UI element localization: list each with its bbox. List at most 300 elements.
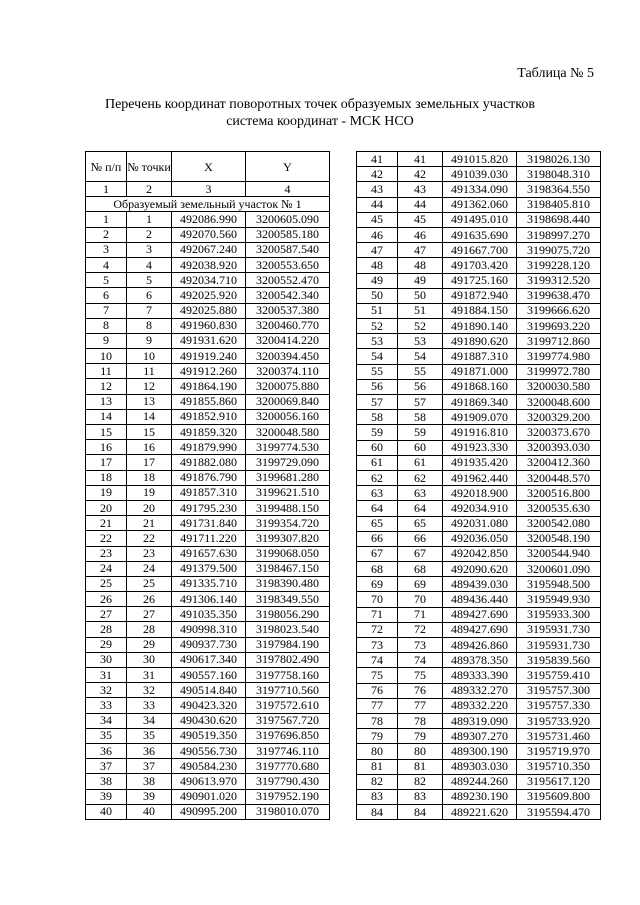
point-number: 42 [398,167,443,182]
x-coordinate: 491887.310 [443,349,517,364]
row-number: 72 [357,622,398,637]
row-number: 25 [86,576,127,591]
y-coordinate: 3195931.730 [517,638,601,653]
y-coordinate: 3200542.080 [517,516,601,531]
x-coordinate: 489332.270 [443,683,517,698]
y-coordinate: 3198010.070 [246,804,330,819]
x-coordinate: 491667.700 [443,243,517,258]
table-row [86,592,330,607]
x-coordinate: 489230.190 [443,789,517,804]
row-number: 79 [357,729,398,744]
table-row [357,516,601,531]
table-row [86,349,330,364]
table-row [86,546,330,561]
y-coordinate: 3200535.630 [517,501,601,516]
point-number: 50 [398,288,443,303]
y-coordinate: 3195719.970 [517,744,601,759]
row-number: 62 [357,470,398,485]
y-coordinate: 3198997.270 [517,227,601,242]
x-coordinate: 491703.420 [443,258,517,273]
point-number: 81 [398,759,443,774]
y-coordinate: 3200048.580 [246,425,330,440]
y-coordinate: 3197952.190 [246,789,330,804]
point-number: 45 [398,212,443,227]
table-row [86,789,330,804]
table-row [357,288,601,303]
x-coordinate: 491711.220 [172,531,246,546]
row-number: 81 [357,759,398,774]
x-coordinate: 491935.420 [443,455,517,470]
x-coordinate: 490937.730 [172,637,246,652]
point-number: 67 [398,546,443,561]
x-coordinate: 491871.000 [443,364,517,379]
table-row [357,607,601,622]
x-coordinate: 490423.320 [172,698,246,713]
coordinates-table-right [356,151,601,820]
row-number: 24 [86,561,127,576]
table-row [357,653,601,668]
y-coordinate: 3195617.120 [517,774,601,789]
row-number: 52 [357,319,398,334]
point-number: 69 [398,577,443,592]
x-coordinate: 492036.050 [443,531,517,546]
x-coordinate: 491890.620 [443,334,517,349]
table-number: Таблица № 5 [517,66,594,81]
y-coordinate: 3199666.620 [517,303,601,318]
y-coordinate: 3200605.090 [246,212,330,227]
table-row [357,455,601,470]
y-coordinate: 3198349.550 [246,592,330,607]
point-number: 12 [127,379,172,394]
row-number: 37 [86,759,127,774]
row-number: 8 [86,318,127,333]
point-number: 70 [398,592,443,607]
table-row [357,546,601,561]
row-number: 47 [357,243,398,258]
x-coordinate: 491334.090 [443,182,517,197]
y-coordinate: 3199972.780 [517,364,601,379]
x-coordinate: 489221.620 [443,805,517,820]
row-number: 21 [86,516,127,531]
y-coordinate: 3198023.540 [246,622,330,637]
x-coordinate: 490613.970 [172,774,246,789]
table-row [86,652,330,667]
table-row [357,227,601,242]
header-row-number: № п/п [86,152,127,182]
point-number: 72 [398,622,443,637]
point-number: 46 [398,227,443,242]
row-number: 23 [86,546,127,561]
y-coordinate: 3199075.720 [517,243,601,258]
y-coordinate: 3199774.530 [246,440,330,455]
x-coordinate: 491884.150 [443,303,517,318]
row-number: 11 [86,364,127,379]
row-number: 46 [357,227,398,242]
y-coordinate: 3197572.610 [246,698,330,713]
point-number: 64 [398,501,443,516]
table-row [357,273,601,288]
table-row [86,500,330,515]
x-coordinate: 491035.350 [172,607,246,622]
table-row [86,531,330,546]
y-coordinate: 3200030.580 [517,379,601,394]
point-number: 28 [127,622,172,637]
x-coordinate: 491869.340 [443,395,517,410]
y-coordinate: 3198698.440 [517,212,601,227]
x-coordinate: 491890.140 [443,319,517,334]
title-line-1: Перечень координат поворотных точек образуемых земельных участков [104,97,535,112]
row-number: 73 [357,638,398,653]
point-number: 20 [127,500,172,515]
row-number: 9 [86,333,127,348]
y-coordinate: 3195839.560 [517,653,601,668]
row-number: 15 [86,425,127,440]
row-number: 40 [86,804,127,819]
row-number: 64 [357,501,398,516]
row-number: 57 [357,395,398,410]
coordinates-table-left [85,151,330,820]
point-number: 35 [127,728,172,743]
point-number: 49 [398,273,443,288]
table-row [357,744,601,759]
table-row [357,562,601,577]
y-coordinate: 3197567.720 [246,713,330,728]
row-number: 12 [86,379,127,394]
table-row [357,638,601,653]
row-number: 65 [357,516,398,531]
row-number: 41 [357,152,398,167]
row-number: 28 [86,622,127,637]
row-number: 22 [86,531,127,546]
point-number: 34 [127,713,172,728]
table-row [357,805,601,820]
x-coordinate: 491852.910 [172,409,246,424]
table-row [357,425,601,440]
point-number: 16 [127,440,172,455]
row-number: 2 [86,227,127,242]
x-coordinate: 491725.160 [443,273,517,288]
point-number: 21 [127,516,172,531]
x-coordinate: 492070.560 [172,227,246,242]
row-number: 10 [86,349,127,364]
table-row [357,167,601,182]
x-coordinate: 491868.160 [443,379,517,394]
row-number: 13 [86,394,127,409]
y-coordinate: 3199068.050 [246,546,330,561]
row-number: 83 [357,789,398,804]
point-number: 9 [127,333,172,348]
y-coordinate: 3200544.940 [517,546,601,561]
table-row [357,212,601,227]
point-number: 22 [127,531,172,546]
table-row [86,303,330,318]
table-row [86,743,330,758]
x-coordinate: 492025.920 [172,288,246,303]
y-coordinate: 3200516.800 [517,486,601,501]
point-number: 82 [398,774,443,789]
y-coordinate: 3199693.220 [517,319,601,334]
y-coordinate: 3200537.380 [246,303,330,318]
row-number: 48 [357,258,398,273]
row-number: 78 [357,713,398,728]
y-coordinate: 3197758.160 [246,668,330,683]
row-number: 84 [357,805,398,820]
x-coordinate: 491872.940 [443,288,517,303]
y-coordinate: 3195931.730 [517,622,601,637]
x-coordinate: 490584.230 [172,759,246,774]
row-number: 45 [357,212,398,227]
x-coordinate: 491876.790 [172,470,246,485]
row-number: 7 [86,303,127,318]
y-coordinate: 3199774.980 [517,349,601,364]
x-coordinate: 491931.620 [172,333,246,348]
y-coordinate: 3195757.300 [517,683,601,698]
x-coordinate: 491635.690 [443,227,517,242]
y-coordinate: 3200394.450 [246,349,330,364]
row-number: 18 [86,470,127,485]
table-row [357,759,601,774]
table-row [86,576,330,591]
table-row [86,622,330,637]
point-number: 31 [127,668,172,683]
x-coordinate: 491306.140 [172,592,246,607]
row-number: 75 [357,668,398,683]
y-coordinate: 3200412.360 [517,455,601,470]
point-number: 65 [398,516,443,531]
x-coordinate: 489427.690 [443,607,517,622]
x-coordinate: 489300.190 [443,744,517,759]
row-number: 35 [86,728,127,743]
header-y: Y [246,152,330,182]
x-coordinate: 489378.350 [443,653,517,668]
x-coordinate: 490556.730 [172,743,246,758]
table-row [357,440,601,455]
point-number: 36 [127,743,172,758]
point-number: 78 [398,713,443,728]
point-number: 17 [127,455,172,470]
row-number: 14 [86,409,127,424]
point-number: 62 [398,470,443,485]
table-row [357,258,601,273]
point-number: 23 [127,546,172,561]
point-number: 74 [398,653,443,668]
point-number: 44 [398,197,443,212]
table-row [86,485,330,500]
y-coordinate: 3200585.180 [246,227,330,242]
row-number: 49 [357,273,398,288]
x-coordinate: 492042.850 [443,546,517,561]
table-row [86,637,330,652]
x-coordinate: 492090.620 [443,562,517,577]
row-number: 71 [357,607,398,622]
table-row [357,410,601,425]
x-coordinate: 491495.010 [443,212,517,227]
y-coordinate: 3195733.920 [517,713,601,728]
table-row [357,152,601,167]
table-row [86,516,330,531]
y-coordinate: 3200587.540 [246,242,330,257]
x-coordinate: 491039.030 [443,167,517,182]
x-coordinate: 491855.860 [172,394,246,409]
y-coordinate: 3197984.190 [246,637,330,652]
table-row [86,668,330,683]
point-number: 56 [398,379,443,394]
table-row [86,440,330,455]
table-row [357,319,601,334]
y-coordinate: 3200553.650 [246,257,330,272]
column-number: 2 [127,182,172,197]
point-number: 33 [127,698,172,713]
x-coordinate: 489427.690 [443,622,517,637]
x-coordinate: 492025.880 [172,303,246,318]
table-row [357,668,601,683]
table-row [357,395,601,410]
x-coordinate: 489244.260 [443,774,517,789]
row-number: 67 [357,546,398,561]
point-number: 41 [398,152,443,167]
row-number: 63 [357,486,398,501]
x-coordinate: 491882.080 [172,455,246,470]
x-coordinate: 491857.310 [172,485,246,500]
table-row [357,501,601,516]
row-number: 80 [357,744,398,759]
point-number: 54 [398,349,443,364]
table-row [86,333,330,348]
table-row [86,212,330,227]
table-row [357,364,601,379]
table-row [357,774,601,789]
point-number: 71 [398,607,443,622]
table-row [86,455,330,470]
x-coordinate: 490514.840 [172,683,246,698]
y-coordinate: 3195710.350 [517,759,601,774]
y-coordinate: 3195757.330 [517,698,601,713]
point-number: 59 [398,425,443,440]
x-coordinate: 489319.090 [443,713,517,728]
row-number: 56 [357,379,398,394]
point-number: 77 [398,698,443,713]
point-number: 25 [127,576,172,591]
x-coordinate: 489307.270 [443,729,517,744]
point-number: 80 [398,744,443,759]
point-number: 58 [398,410,443,425]
row-number: 50 [357,288,398,303]
y-coordinate: 3197696.850 [246,728,330,743]
row-number: 53 [357,334,398,349]
header-x: X [172,152,246,182]
section-row [86,197,330,212]
table-row [86,425,330,440]
row-number: 51 [357,303,398,318]
table-row [86,227,330,242]
point-number: 32 [127,683,172,698]
y-coordinate: 3200069.840 [246,394,330,409]
y-coordinate: 3200373.670 [517,425,601,440]
point-number: 63 [398,486,443,501]
x-coordinate: 491916.810 [443,425,517,440]
y-coordinate: 3200460.770 [246,318,330,333]
point-number: 37 [127,759,172,774]
point-number: 75 [398,668,443,683]
y-coordinate: 3200374.110 [246,364,330,379]
row-number: 27 [86,607,127,622]
y-coordinate: 3197802.490 [246,652,330,667]
point-number: 40 [127,804,172,819]
point-number: 4 [127,257,172,272]
point-number: 60 [398,440,443,455]
point-number: 13 [127,394,172,409]
row-number: 19 [86,485,127,500]
point-number: 3 [127,242,172,257]
table-row [357,470,601,485]
point-number: 48 [398,258,443,273]
point-number: 19 [127,485,172,500]
row-number: 36 [86,743,127,758]
point-number: 39 [127,789,172,804]
row-number: 74 [357,653,398,668]
y-coordinate: 3200448.570 [517,470,601,485]
point-number: 11 [127,364,172,379]
y-coordinate: 3197710.560 [246,683,330,698]
y-coordinate: 3200601.090 [517,562,601,577]
y-coordinate: 3200329.200 [517,410,601,425]
table-row [357,531,601,546]
table-row [86,409,330,424]
x-coordinate: 490617.340 [172,652,246,667]
point-number: 79 [398,729,443,744]
table-row [357,713,601,728]
table-row [86,242,330,257]
x-coordinate: 489436.440 [443,592,517,607]
row-number: 3 [86,242,127,257]
point-number: 24 [127,561,172,576]
table-row [86,774,330,789]
y-coordinate: 3195933.300 [517,607,601,622]
section-title: Образуемый земельный участок № 1 [86,197,330,212]
y-coordinate: 3199307.820 [246,531,330,546]
point-number: 76 [398,683,443,698]
x-coordinate: 491859.320 [172,425,246,440]
x-coordinate: 491015.820 [443,152,517,167]
x-coordinate: 491864.190 [172,379,246,394]
y-coordinate: 3199228.120 [517,258,601,273]
y-coordinate: 3195759.410 [517,668,601,683]
table-row [357,622,601,637]
y-coordinate: 3198364.550 [517,182,601,197]
table-row [86,561,330,576]
y-coordinate: 3195594.470 [517,805,601,820]
x-coordinate: 491919.240 [172,349,246,364]
y-coordinate: 3200056.160 [246,409,330,424]
y-coordinate: 3200542.340 [246,288,330,303]
row-number: 6 [86,288,127,303]
x-coordinate: 492086.990 [172,212,246,227]
x-coordinate: 490519.350 [172,728,246,743]
y-coordinate: 3199488.150 [246,500,330,515]
table-row [357,683,601,698]
row-number: 70 [357,592,398,607]
row-number: 58 [357,410,398,425]
table-row [86,470,330,485]
column-numbering-row [86,182,330,197]
point-number: 55 [398,364,443,379]
row-number: 30 [86,652,127,667]
title-line-2: система координат - МСК НСО [226,114,414,129]
table-row [86,257,330,272]
y-coordinate: 3195731.460 [517,729,601,744]
row-number: 16 [86,440,127,455]
x-coordinate: 490557.160 [172,668,246,683]
